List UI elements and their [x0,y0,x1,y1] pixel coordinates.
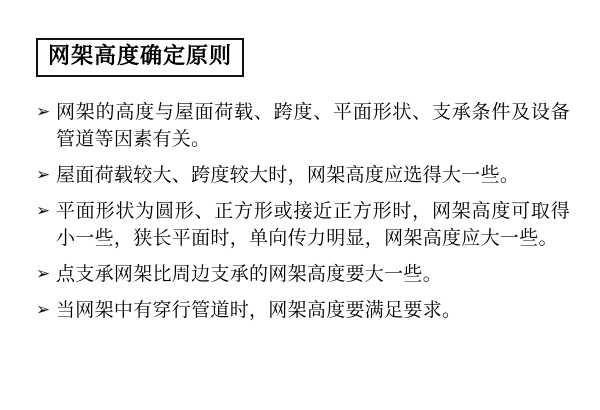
list-item [36,297,570,324]
arrow-bullet-icon: ➢ [36,102,51,123]
bullet-list [36,99,570,324]
list-item-text: 屋面荷载较大、跨度较大时，网架高度应选得大一些。 [56,164,520,187]
arrow-bullet-icon: ➢ [36,165,51,186]
list-item [36,162,570,189]
page-title: 网架高度确定原则 [36,38,244,77]
list-item-text: 平面形状为圆形、正方形或接近正方形时，网架高度可取得小一些，狭长平面时，单向传力明显，网架高度应大一些。 [56,200,570,250]
list-item-text: 当网架中有穿行管道时，网架高度要满足要求。 [56,299,462,321]
arrow-bullet-icon: ➢ [36,201,51,222]
list-item [36,99,570,153]
list-item [36,198,570,252]
arrow-bullet-icon: ➢ [36,300,51,320]
list-item-text: 点支承网架比周边支承的网架高度要大一些。 [56,263,443,286]
arrow-bullet-icon: ➢ [36,264,51,285]
title-container [36,38,244,77]
list-item [36,261,570,288]
list-item-text: 网架的高度与屋面荷载、跨度、平面形状、支承条件及设备管道等因素有关。 [56,101,570,151]
